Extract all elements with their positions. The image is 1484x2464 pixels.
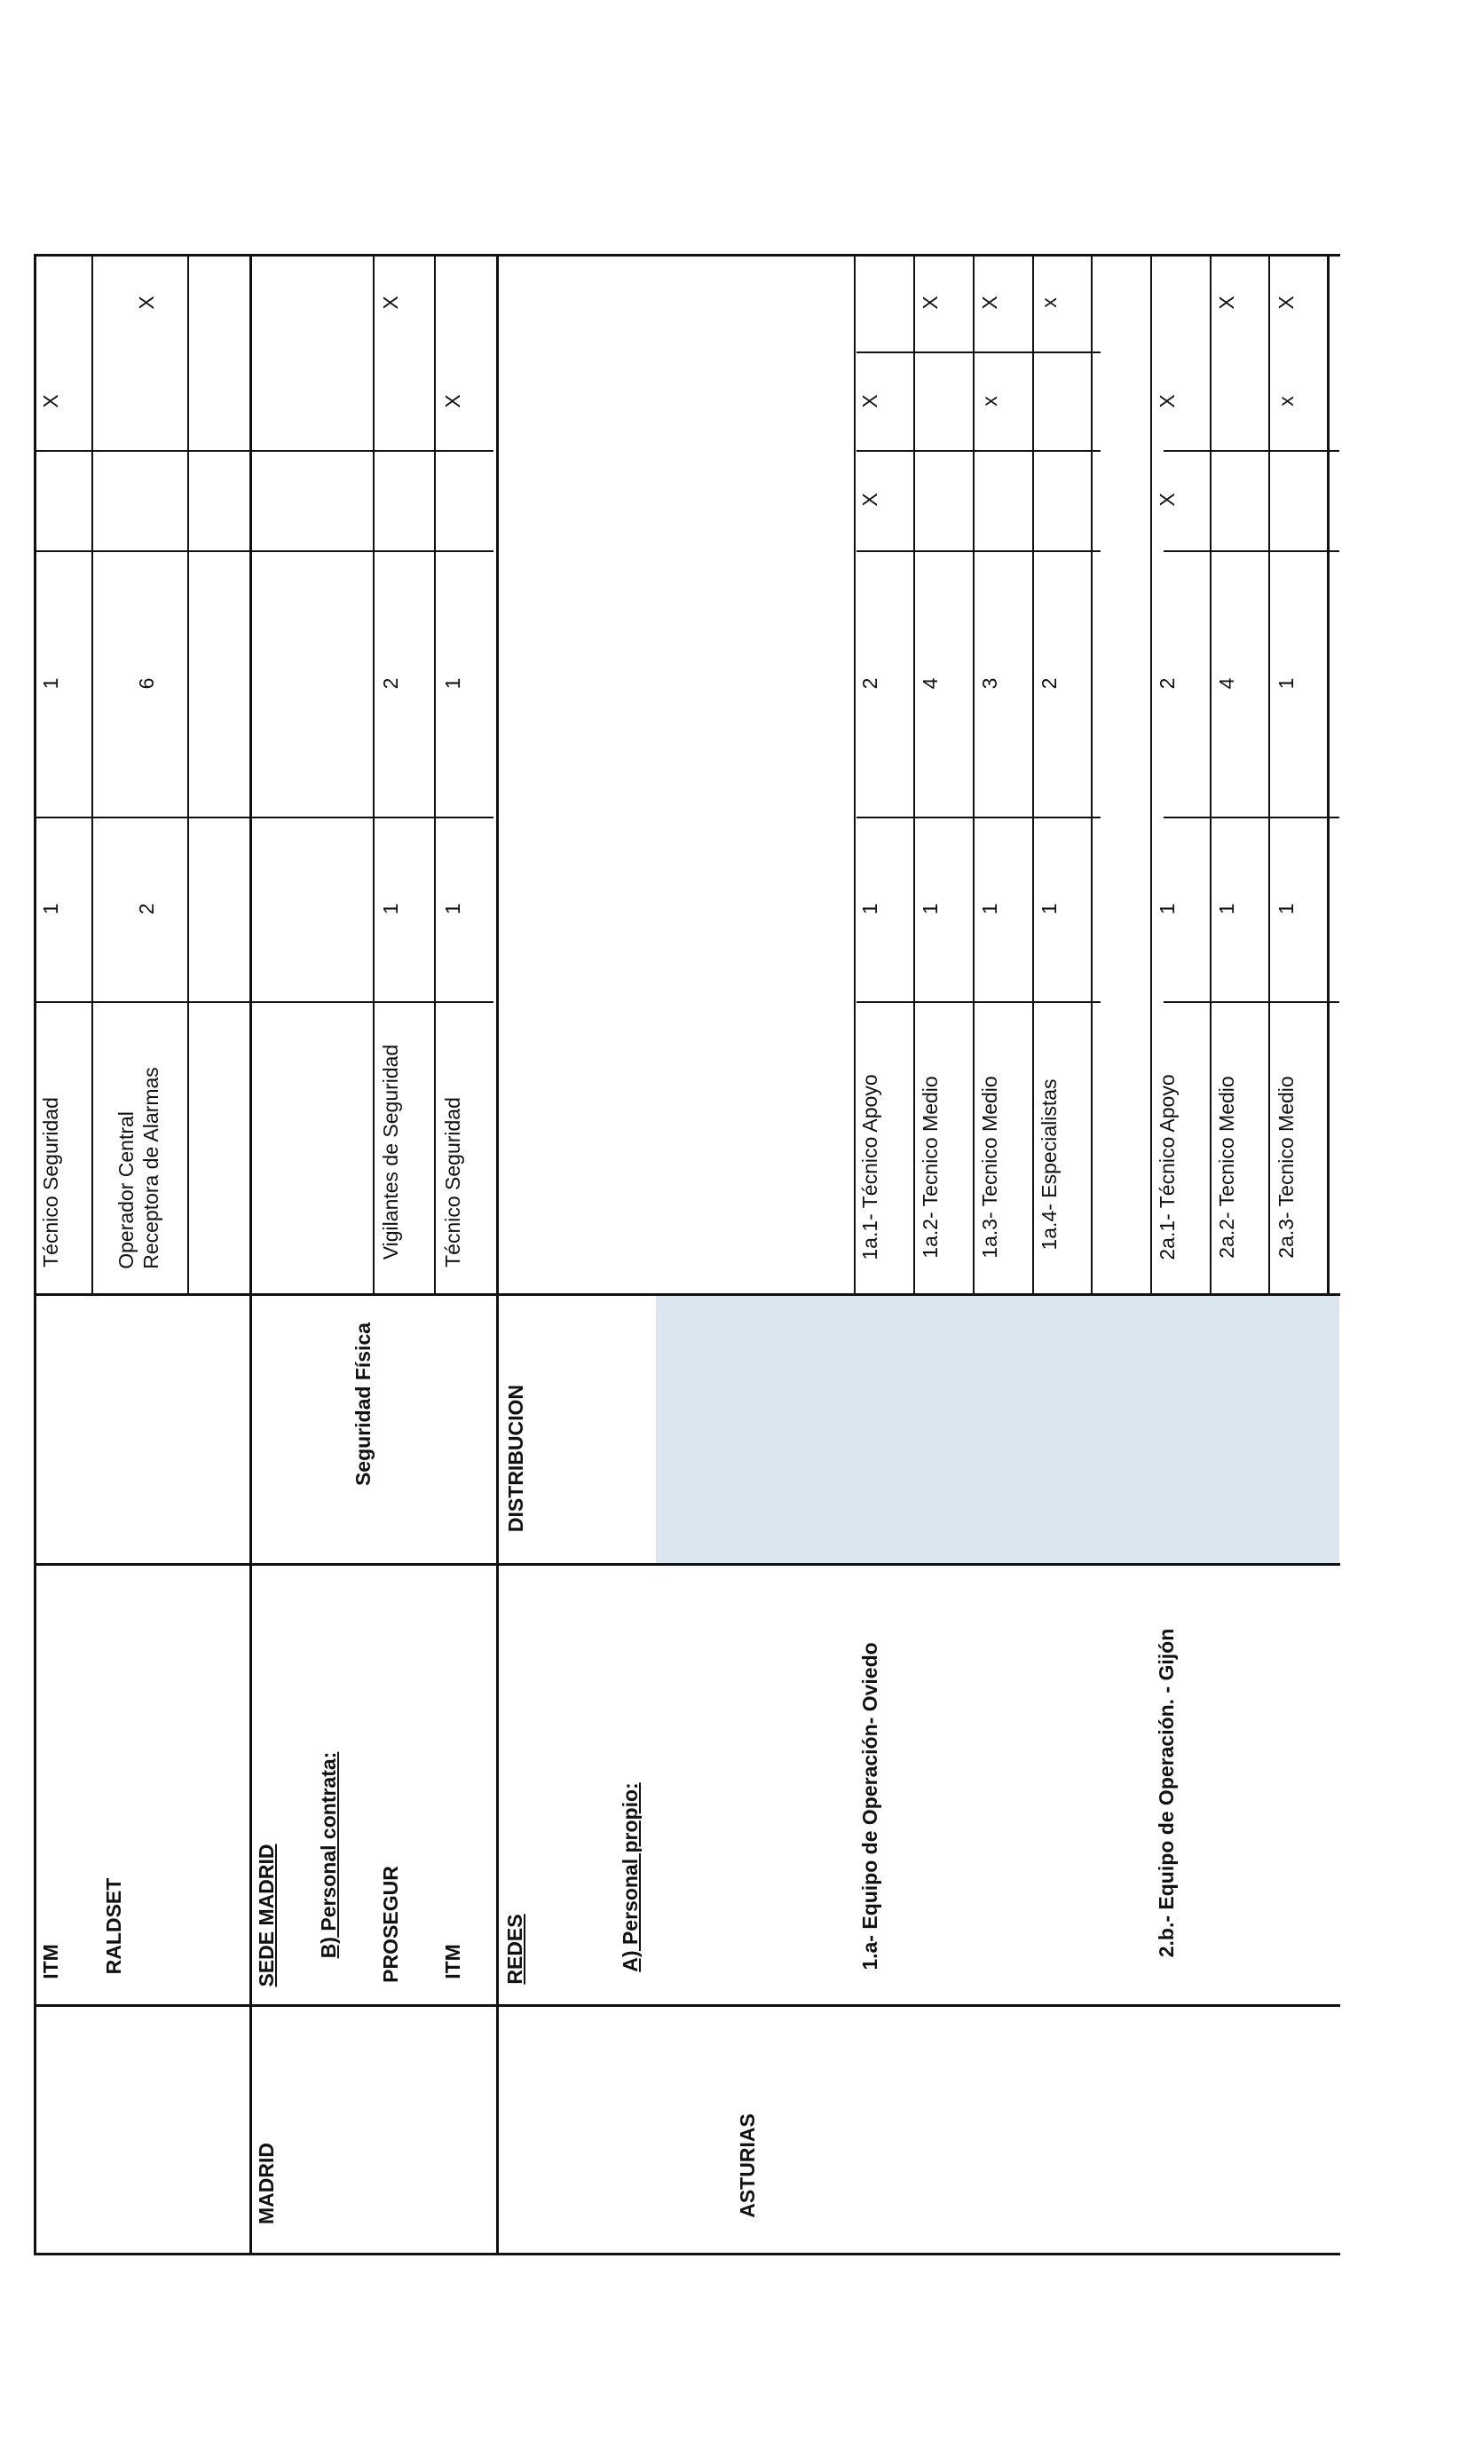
- mark-cell: X: [379, 296, 402, 310]
- role-cell: 2a.3- Tecnico Medio: [1275, 1076, 1298, 1259]
- role-cell: 1a.2- Tecnico Medio: [919, 1076, 942, 1259]
- section-sede-madrid: SEDE MADRID: [255, 1844, 278, 1987]
- grid-line: [34, 1293, 1340, 1296]
- role-cell: Técnico Seguridad: [441, 1097, 464, 1268]
- grid-line: [1268, 254, 1270, 1296]
- count-cell: 1: [1215, 903, 1238, 915]
- grid-line: [1032, 254, 1034, 1296]
- role-cell: 1a.1- Técnico Apoyo: [858, 1074, 881, 1260]
- count-cell: 2: [379, 677, 402, 690]
- group-asturias: ASTURIAS: [736, 2113, 759, 2218]
- mark-cell: X: [441, 394, 464, 408]
- section-personal-contrata: B) Personal contrata:: [317, 1751, 340, 1959]
- role-cell: Vigilantes de Seguridad: [379, 1044, 402, 1260]
- area-seguridad-fisica: Seguridad Física: [351, 1322, 375, 1487]
- mark-cell: X: [39, 394, 62, 408]
- count-cell: 3: [978, 677, 1001, 690]
- role-cell: 2a.1- Técnico Apoyo: [1156, 1074, 1179, 1260]
- count-cell: 2: [1038, 677, 1061, 690]
- grid-line: [34, 1001, 493, 1003]
- mark-cell: X: [978, 296, 1001, 310]
- mark-cell: x: [1038, 297, 1061, 308]
- count-cell: 6: [135, 677, 158, 690]
- mark-cell: X: [919, 296, 942, 310]
- grid-line: [187, 254, 189, 1296]
- mark-cell: X: [858, 493, 881, 507]
- grid-line: [1164, 817, 1339, 818]
- section-raldset: RALDSET: [102, 1877, 125, 1975]
- grid-line: [34, 254, 1340, 257]
- section-prosegur: PROSEGUR: [379, 1866, 402, 1983]
- count-cell: 1: [441, 903, 464, 915]
- grid-line: [856, 450, 1101, 452]
- count-cell: 1: [1156, 903, 1179, 915]
- grid-line: [1164, 550, 1339, 552]
- mark-cell: X: [1215, 296, 1238, 310]
- count-cell: 2: [1156, 677, 1179, 690]
- grid-line: [854, 254, 856, 1296]
- grid-line: [856, 550, 1101, 552]
- count-cell: 1: [441, 677, 464, 690]
- count-cell: 1: [39, 903, 62, 915]
- count-cell: 1: [919, 903, 942, 915]
- count-cell: 1: [1275, 677, 1298, 690]
- count-cell: 1: [858, 903, 881, 915]
- mark-cell: X: [1156, 394, 1179, 408]
- role-cell: 2a.2- Tecnico Medio: [1215, 1076, 1238, 1259]
- mark-cell: X: [1275, 296, 1298, 310]
- mark-cell: x: [1275, 396, 1298, 407]
- count-cell: 4: [1215, 677, 1238, 690]
- grid-line: [496, 254, 499, 2255]
- grid-line: [1164, 1001, 1339, 1003]
- grid-line: [1150, 254, 1152, 1296]
- role-cell: Operador Central Receptora de Alarmas: [114, 1067, 162, 1269]
- grid-line: [856, 351, 1101, 353]
- role-cell: Técnico Seguridad: [39, 1097, 62, 1268]
- grid-line: [249, 254, 252, 2255]
- grid-line: [1327, 254, 1330, 1296]
- area-shading: [656, 1294, 1339, 1563]
- section-equipo-oviedo: 1.a- Equipo de Operación- Oviedo: [858, 1642, 881, 1970]
- count-cell: 1: [39, 677, 62, 690]
- count-cell: 1: [1038, 903, 1061, 915]
- role-cell: 1a.4- Especialistas: [1038, 1078, 1061, 1251]
- grid-line: [913, 254, 915, 1296]
- grid-line: [1164, 450, 1339, 452]
- count-cell: 2: [135, 903, 158, 915]
- grid-line: [34, 817, 493, 818]
- role-cell: 1a.3- Tecnico Medio: [978, 1076, 1001, 1259]
- section-itm-top: ITM: [39, 1944, 62, 1979]
- count-cell: 1: [1275, 903, 1298, 915]
- grid-line: [373, 254, 375, 1296]
- mark-cell: x: [978, 396, 1001, 407]
- section-redes: REDES: [503, 1914, 526, 1985]
- count-cell: 2: [858, 677, 881, 690]
- section-equipo-gijon: 2.b.- Equipo de Operación. - Gijón: [1155, 1628, 1178, 1958]
- grid-line: [973, 254, 975, 1296]
- area-distribucion: DISTRIBUCION: [504, 1384, 527, 1533]
- mark-cell: X: [135, 296, 158, 310]
- grid-line: [34, 450, 493, 452]
- grid-line: [856, 817, 1101, 818]
- grid-line: [34, 254, 36, 2255]
- grid-line: [856, 1001, 1101, 1003]
- grid-line: [91, 254, 93, 1296]
- mark-cell: X: [1156, 493, 1179, 507]
- count-cell: 1: [379, 903, 402, 915]
- count-cell: 4: [919, 677, 942, 690]
- grid-line: [1210, 254, 1212, 1296]
- grid-line: [34, 2004, 1340, 2007]
- grid-line: [1091, 254, 1093, 1296]
- section-itm: ITM: [441, 1944, 464, 1979]
- grid-line: [34, 1563, 1340, 1566]
- count-cell: 1: [978, 903, 1001, 915]
- mark-cell: X: [858, 394, 881, 408]
- group-madrid: MADRID: [255, 2143, 278, 2224]
- grid-line: [34, 2253, 1340, 2255]
- section-personal-propio: A) Personal propio:: [619, 1782, 642, 1972]
- grid-line: [434, 254, 436, 1296]
- grid-line: [34, 550, 493, 552]
